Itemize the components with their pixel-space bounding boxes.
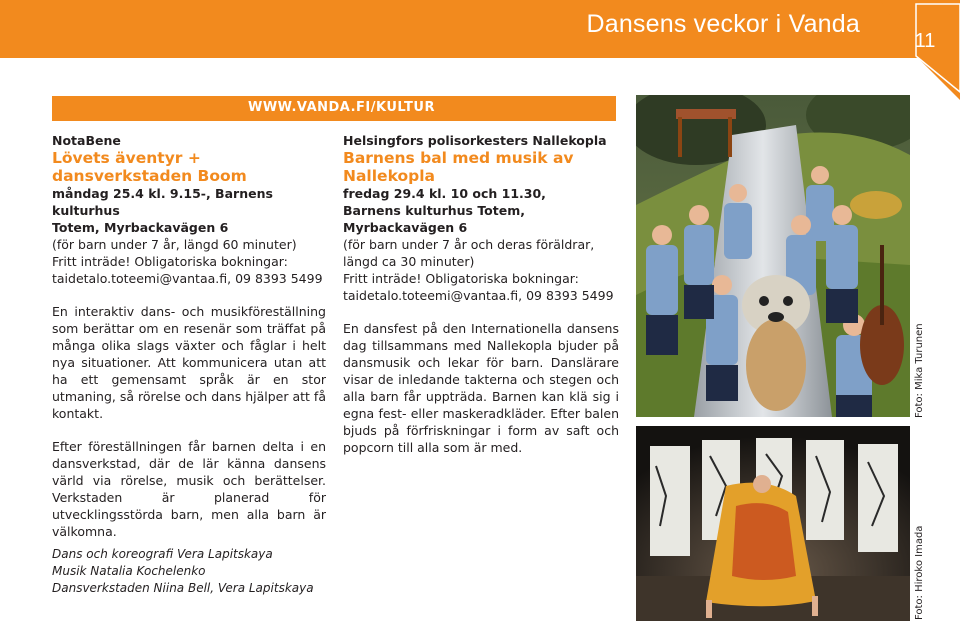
mid-article-title-2: Nallekopla: [343, 167, 435, 185]
left-article-info-2: Fritt inträde! Obligatoriska bokningar:: [52, 254, 288, 269]
dancer-illustration: [636, 426, 910, 621]
page-title: Dansens veckor i Vanda: [586, 10, 860, 38]
photo-credit-bottom: Foto: Hiroko Imada: [914, 525, 925, 620]
orchestra-photo: [636, 95, 910, 417]
left-article: [52, 133, 326, 597]
mid-article-contact: taidetalo.toteemi@vantaa.fi, 09 8393 5499: [343, 288, 614, 303]
mid-article-address: Barnens kulturhus Totem, Myrbackavägen 6: [343, 203, 526, 235]
left-article-label: NotaBene: [52, 133, 121, 148]
left-article-info-1: (för barn under 7 år, längd 60 minuter): [52, 237, 297, 252]
left-article-title-1: Lövets äventyr +: [52, 149, 201, 167]
left-article-paragraph-2: Efter föreställningen får barnen delta i en dansverkstad, där de lär känna dansens värld via rörelse, musik och berättelser. Verkstaden är planerad för utvecklingsstörda barn, men alla barn är välkomna.: [52, 439, 326, 539]
left-article-credit-2: Musik Natalia Kochelenko: [52, 564, 206, 578]
mid-article-paragraph-1: En dansfest på den Internationella dansens dag tillsammans med Nallekopla bjuder på dansmusik och lekar för barn. Danslärare visar de inledande takterna och stegen och alla barn får uppträda. Barnen kan klä sig i egna fest- eller maskeradkläder. Efter balen bjuds på förfriskningar i form av saft och popcorn till alla som är med.: [343, 321, 619, 455]
orchestra-illustration: [636, 95, 910, 417]
mid-article-info-1: (för barn under 7 år och deras föräldrar,: [343, 237, 595, 252]
left-article-date: måndag 25.4 kl. 9.15-, Barnens kulturhus: [52, 186, 273, 218]
mid-article: [343, 133, 619, 456]
mid-article-info-3: Fritt inträde! Obligatoriska bokningar:: [343, 271, 579, 286]
left-article-credit-1: Dans och koreografi Vera Lapitskaya: [52, 547, 273, 561]
left-article-address: Totem, Myrbackavägen 6: [52, 220, 229, 235]
photo-credit-top: Foto: Mika Turunen: [914, 323, 925, 418]
mid-article-label: Helsingfors polisorkesters Nallekopla: [343, 133, 607, 148]
dancer-photo: [636, 426, 910, 621]
left-article-credit-3: Dansverkstaden Niina Bell, Vera Lapitskaya: [52, 581, 314, 595]
mid-article-info-2: längd ca 30 minuter): [343, 254, 475, 269]
mid-article-date: fredag 29.4 kl. 10 och 11.30,: [343, 186, 546, 201]
left-article-contact: taidetalo.toteemi@vantaa.fi, 09 8393 5499: [52, 271, 323, 286]
mid-article-title-1: Barnens bal med musik av: [343, 149, 574, 167]
left-article-paragraph-1: En interaktiv dans- och musikföreställning som berättar om en resenär som träffat på många olika slags växter och fåglar i helt nya situationer. Att kommunicera utan att ha ett gemensamt språk är en stor utmaning, så rörelse och dans hjälper att få kontakt.: [52, 304, 326, 421]
url-link[interactable]: WWW.VANDA.FI/KULTUR: [248, 100, 435, 115]
left-article-title-2: dansverkstaden Boom: [52, 167, 247, 185]
page-number: 11: [914, 30, 936, 52]
